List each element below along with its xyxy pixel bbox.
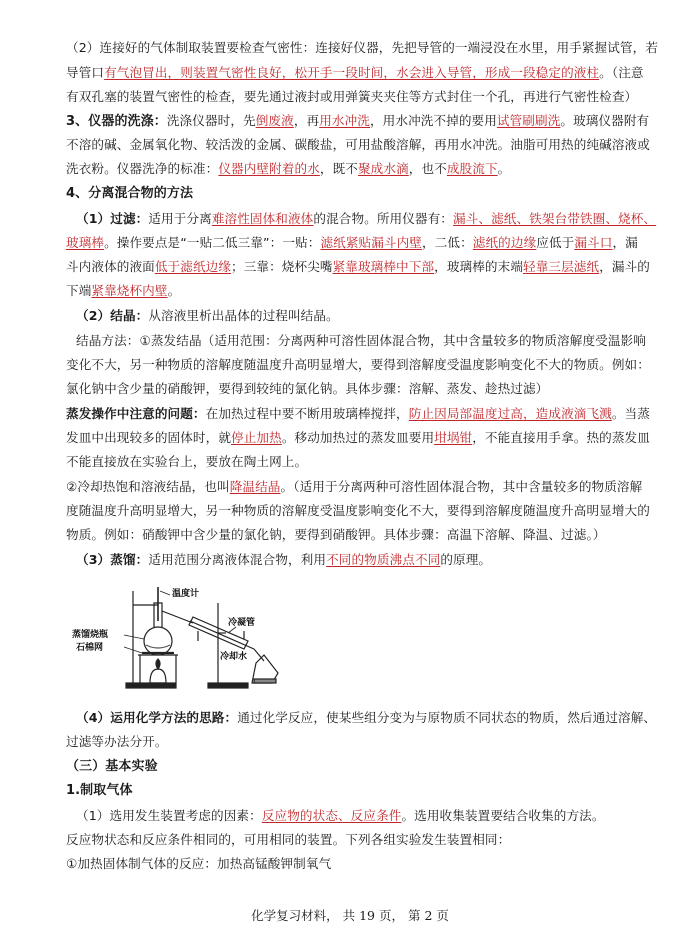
stand-base-right — [208, 683, 248, 688]
para-filtration-3: 斗内液体的液面低于滤纸边缘；三靠：烧杯尖嘴紧靠玻璃棒中下部，玻璃棒的末端轻靠三层滤纸，漏斗的 — [66, 259, 650, 274]
para-cooling-cryst-1: ②冷却热饱和溶液结晶，也叫降温结晶。（适用于分离两种可溶性固体混合物，其中含量较多的物质溶解 — [66, 479, 643, 494]
para-airtight-3: 有双孔塞的装置气密性的检查，要先通过液封或用弹簧夹夹住等方式封住一个孔，再进行气密性检查） — [66, 89, 638, 104]
para-chemical-method-1: （4）运用化学方法的思路：通过化学反应，使某些组分变为与原物质不同状态的物质，然后通过溶解、 — [76, 710, 657, 725]
stand-base — [126, 683, 176, 688]
label-thermometer: 温度计 — [172, 589, 200, 599]
alcohol-lamp — [150, 669, 166, 683]
para-generator-3: ①加热固体制气体的反应：加热高锰酸钾制氧气 — [66, 856, 332, 871]
para-chemical-method-2: 过滤等办法分开。 — [66, 734, 168, 749]
leader-thermometer — [160, 591, 170, 595]
label-condenser: 冷凝管 — [228, 618, 256, 628]
para-filtration-1: （1）过滤：适用于分离难溶性固体和液体的混合物。所用仪器有：漏斗、滤纸、铁架台带铁圈、烧杯、 — [76, 211, 657, 226]
para-distillation: （3）蒸馏：适用范围分离液体混合物，利用不同的物质沸点不同的原理。 — [76, 552, 492, 567]
label-cooling-water: 冷却水 — [220, 652, 248, 662]
leader-flask — [124, 635, 144, 639]
para-generator-1: （1）选用发生装置考虑的因素：反应物的状态、反应条件。选用收集装置要结合收集的方法。 — [76, 808, 605, 823]
para-airtight-1: （2）连接好的气体制取装置要检查气密性：连接好仪器，先把导管的一端浸没在水里，用手紧握试管，若 — [66, 40, 659, 55]
key-airtight-result: 有气泡冒出，则装置气密性良好，松开手一段时间，水会进入导管，形成一段稳定的液柱 — [104, 65, 600, 80]
flask-liquid — [146, 645, 170, 648]
distillate — [254, 679, 276, 683]
para-evaporation-1: 蒸发操作中注意的问题：在加热过程中要不断用玻璃棒搅拌，防止因局部温度过高，造成液滴飞溅。当蒸 — [66, 406, 650, 421]
para-washing-3: 洗衣粉。仪器洗净的标准：仪器内壁附着的水，既不聚成水滴，也不成股流下。 — [66, 161, 511, 176]
para-evaporation-2: 发皿中出现较多的固体时，就停止加热。移动加热过的蒸发皿要用坩埚钳，不能直接用手拿。热的蒸发皿 — [66, 430, 650, 445]
distillation-apparatus-diagram — [68, 583, 288, 693]
flame — [156, 659, 160, 669]
section-heading-separation: 4、分离混合物的方法 — [66, 186, 194, 201]
para-crystallization: （2）结晶：从溶液里析出晶体的过程叫结晶。 — [76, 308, 339, 323]
section-heading-washing: 3、仪器的洗涤： — [66, 114, 167, 129]
subheading-chemical-method: （4）运用化学方法的思路： — [76, 710, 238, 725]
label-flask: 蒸馏烧瓶 — [72, 630, 109, 640]
para-washing-2: 不溶的碱、金属氧化物、较活泼的金属、碳酸盐，可用盐酸溶解，再用水冲洗。油脂可用热的纯碱溶液或 — [66, 137, 650, 152]
para-cooling-cryst-2: 度随温度升高明显增大，另一种物质的溶解度受温度影响变化不大，要得到溶解度随温度升高明显增大的 — [66, 503, 650, 518]
section-heading-basic-experiments: （三）基本实验 — [66, 759, 158, 774]
para-filtration-2: 玻璃棒。操作要点是“一贴二低三靠”：一贴：滤纸紧贴漏斗内壁，二低：滤纸的边缘应低于漏斗口，漏 — [66, 235, 638, 250]
label-gauze: 石棉网 — [76, 643, 104, 653]
para-evap-cryst-1: 结晶方法：①蒸发结晶（适用范围：分离两种可溶性固体混合物，其中含量较多的物质溶解度受温影响 — [76, 333, 646, 348]
para-filtration-4: 下端紧靠烧杯内壁。 — [66, 283, 181, 298]
para-evaporation-3: 不能直接放在实验台上，要放在陶土网上。 — [66, 454, 308, 469]
flask-bulb — [144, 627, 172, 655]
page-footer: 化学复习材料， 共 19 页， 第 2 页 — [251, 908, 449, 923]
section-heading-gas-preparation: 1.制取气体 — [66, 783, 133, 798]
subheading-filtration: （1）过滤： — [76, 211, 149, 226]
para-washing-1: 3、仪器的洗涤：洗涤仪器时，先倒废液，再用水冲洗，用水冲洗不掉的要用试管刷刷洗。玻璃仪器附有 — [66, 113, 650, 129]
subheading-crystallization: （2）结晶： — [76, 308, 149, 323]
para-airtight-2: 导管口有气泡冒出，则装置气密性良好，松开手一段时间，水会进入导管，形成一段稳定的液柱。（注意 — [66, 65, 644, 80]
para-evap-cryst-3: 氯化钠中含少量的硝酸钾，要得到较纯的氯化钠。具体步骤：溶解、蒸发、趁热过滤） — [66, 381, 549, 396]
subheading-evaporation-notes: 蒸发操作中注意的问题： — [66, 406, 206, 421]
side-arm — [162, 611, 193, 623]
para-cooling-cryst-3: 物质。例如：硝酸钾中含少量的氯化钠，要得到硝酸钾。具体步骤：高温下溶解、降温、过滤。） — [66, 527, 606, 542]
para-evap-cryst-2: 变化不大，另一种物质的溶解度随温度升高明显增大，要得到溶解度受温度影响变化不大的物质。例如： — [66, 357, 650, 372]
subheading-distillation: （3）蒸馏： — [76, 552, 149, 567]
para-generator-2: 反应物状态和反应条件相同的，可用相同的装置。下列各组实验发生装置相同： — [66, 832, 511, 847]
